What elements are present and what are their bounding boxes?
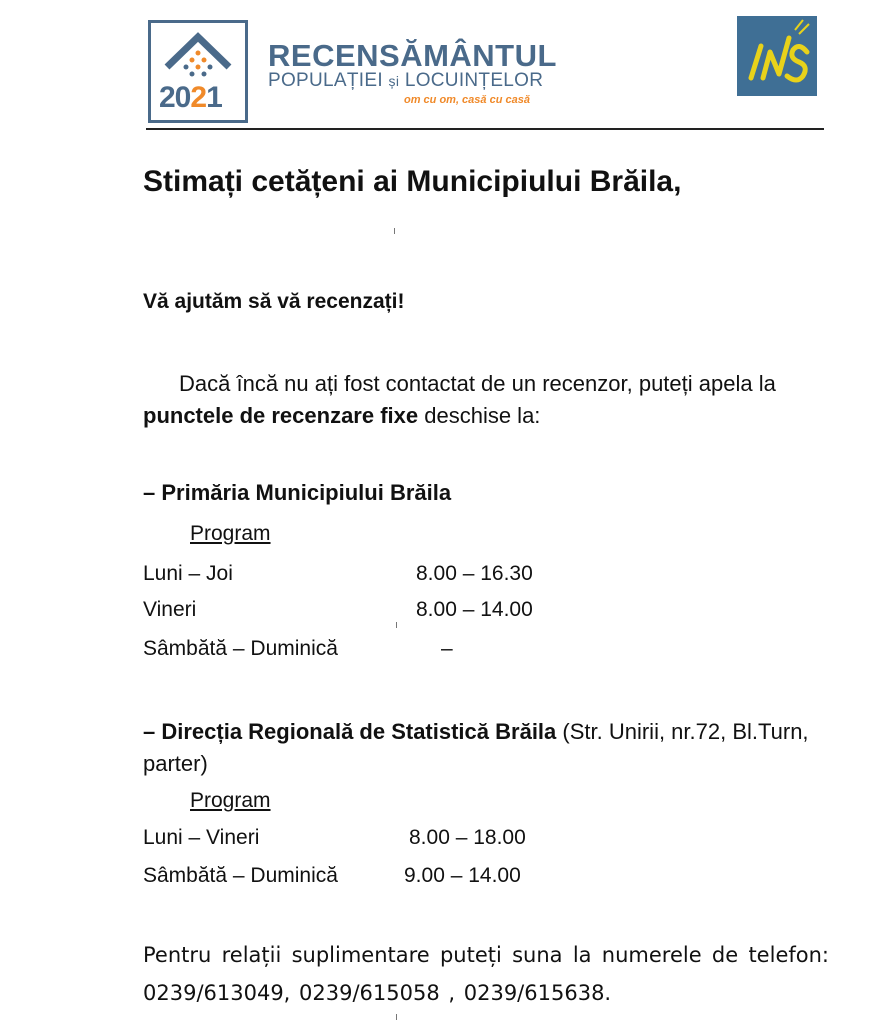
subtitle: Vă ajutăm să vă recenzați! — [143, 290, 405, 313]
schedule-days: Vineri — [143, 598, 197, 621]
schedule-hours: 8.00 – 14.00 — [416, 598, 533, 621]
intro-paragraph: Dacă încă nu ați fost contactat de un recenzor, puteți apela la punctele de recenzare fixe deschise la: — [143, 371, 776, 428]
schedule-days: Luni – Vineri — [143, 826, 260, 849]
brand-tagline: om cu om, casă cu casă — [404, 94, 530, 106]
schedule-hours: 8.00 – 16.30 — [416, 562, 533, 585]
location-2-program-label: Program — [190, 789, 271, 812]
location-1-program-label: Program — [190, 522, 271, 545]
census-logo — [148, 20, 248, 123]
logo-year: 2021 — [159, 81, 222, 114]
schedule-hours: 8.00 – 18.00 — [409, 826, 526, 849]
schedule-days: Sâmbătă – Duminică — [143, 864, 338, 887]
scan-speck — [394, 228, 395, 234]
location-1-title: – Primăria Municipiului Brăila — [143, 480, 452, 505]
scan-speck — [396, 1014, 397, 1020]
header-divider — [146, 128, 824, 130]
schedule-hours: – — [441, 637, 453, 660]
schedule-hours: 9.00 – 14.00 — [404, 864, 521, 887]
scan-speck — [396, 622, 397, 628]
house-roof-icon — [151, 27, 245, 87]
ins-logo-mark — [737, 16, 817, 96]
location-2-title: – Direcția Regională de Statistică Brăila (Str. Unirii, nr.72, Bl.Turn, parter) — [143, 719, 809, 776]
ins-logo — [737, 16, 817, 96]
schedule-days: Sâmbătă – Duminică — [143, 637, 338, 660]
contact-paragraph: Pentru relații suplimentare puteți suna la numerele de telefon: 0239/613049, 0239/615058 , 0239/615638. — [143, 943, 829, 1005]
page-title: Stimați cetățeni ai Municipiului Brăila, — [143, 165, 682, 198]
schedule-days: Luni – Joi — [143, 562, 233, 585]
brand-title: RECENSĂMÂNTUL — [268, 38, 557, 73]
brand-subtitle: POPULAȚIEI și LOCUINȚELOR — [268, 70, 544, 91]
